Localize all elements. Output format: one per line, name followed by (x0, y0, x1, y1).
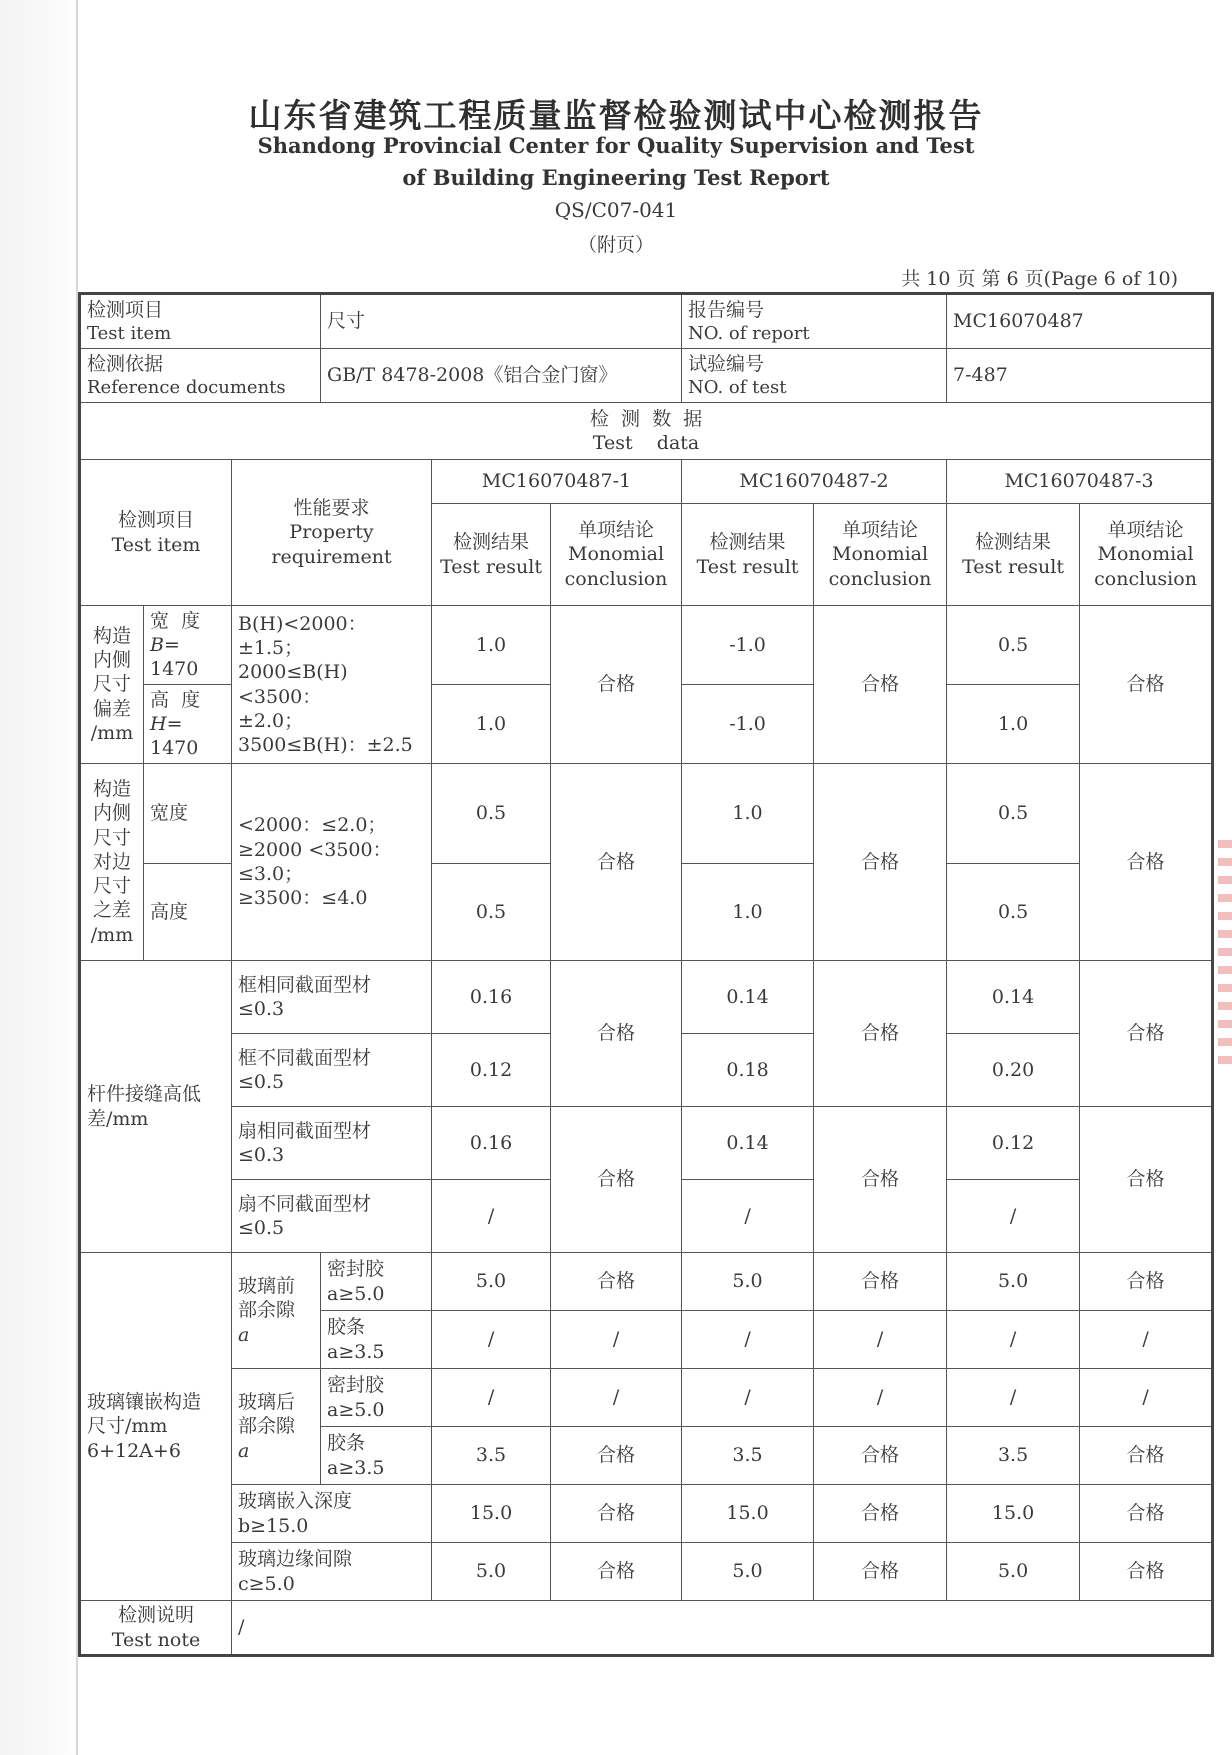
section-title-row (80, 403, 1213, 460)
group4-depth-requirement (232, 1485, 432, 1543)
group4-front-label-line: 部余隙 (238, 1299, 296, 1322)
section-title-cn: 检 测 数 据 (589, 407, 703, 430)
section-title (80, 403, 1213, 460)
col-header-conclusion-cn: 单项结论 (578, 519, 655, 542)
col-header-test-item (80, 460, 232, 606)
group4-strip-requirement (321, 1311, 432, 1369)
page-info: 共 10 页 第 6 页(Page 6 of 10) (901, 268, 1178, 290)
col-header-conclusion-en2: conclusion (828, 567, 932, 590)
group2-label-line: 尺寸 (92, 826, 131, 849)
group1-label-line: 偏差 (92, 697, 131, 720)
conclusion-cell: 合格 (551, 1107, 682, 1253)
col-header-conclusion-en1: Monomial (567, 543, 665, 566)
group4-strip-requirement (321, 1427, 432, 1485)
col-header-conclusion-en2: conclusion (564, 567, 668, 590)
col-header-requirement-en2: requirement (271, 545, 392, 568)
group4-front-label-line: 玻璃前 (238, 1275, 296, 1298)
col-header-result-cn: 检测结果 (453, 531, 530, 554)
result-cell: / (682, 1369, 814, 1427)
group3-requirement-line: 扇相同截面型材 (238, 1119, 372, 1142)
result-cell: 3.5 (432, 1427, 551, 1485)
conclusion-cell: 合格 (1080, 961, 1213, 1107)
group2-label-line: 构造 (92, 777, 131, 800)
group3-requirement-line: 框相同截面型材 (238, 973, 372, 996)
report-no-label (682, 294, 947, 349)
group2-requirement (232, 764, 432, 961)
group2-requirement-line: ≥3500：≤4.0 (238, 887, 368, 910)
conclusion-cell: 合格 (1080, 1107, 1213, 1253)
report-no-label-en: NO. of report (688, 323, 810, 345)
group1-requirement-line: 2000≤B(H) <3500： (238, 661, 348, 708)
test-no-label-en: NO. of test (688, 377, 787, 399)
note-label (80, 1601, 232, 1656)
note-value: / (232, 1601, 1213, 1656)
group4-back-label-line: 部余隙 (238, 1415, 296, 1438)
col-header-result-en: Test result (962, 555, 1064, 578)
conclusion-cell: / (814, 1369, 947, 1427)
report-title-cn: 山东省建筑工程质量监督检验测试中心检测报告 (248, 96, 984, 135)
result-cell: 0.14 (682, 961, 814, 1034)
group2-label-line: 对边 (92, 850, 131, 873)
group1-requirement-line: 3500≤B(H)：±2.5 (238, 734, 413, 757)
result-cell: 0.5 (947, 864, 1080, 961)
group4-sealant-line: 密封胶 (327, 1374, 385, 1397)
group4-sealant-line: 密封胶 (327, 1258, 385, 1281)
result-cell: 0.16 (432, 961, 551, 1034)
test-no-label (682, 349, 947, 403)
group2-label-line: 内侧 (92, 802, 131, 825)
col-header-result (432, 504, 551, 606)
result-cell: 5.0 (947, 1543, 1080, 1601)
result-cell: 0.14 (947, 961, 1080, 1034)
table-row (80, 1369, 1213, 1427)
group3-label (80, 961, 232, 1253)
table-row (80, 606, 1213, 685)
result-cell: / (947, 1369, 1080, 1427)
group4-strip-line: a≥3.5 (327, 1340, 385, 1363)
conclusion-cell: 合格 (551, 764, 682, 961)
result-cell: 1.0 (682, 764, 814, 864)
group3-requirement-line: 扇不同截面型材 (238, 1192, 372, 1215)
group1-width-label-line: 1470 (150, 658, 199, 681)
group3-requirement-line: ≤0.3 (238, 1144, 285, 1166)
group1-requirement-line: ±2.0； (238, 709, 304, 732)
group1-height-label (144, 685, 232, 764)
group4-sealant-requirement (321, 1369, 432, 1427)
conclusion-cell: 合格 (814, 1427, 947, 1485)
conclusion-cell: 合格 (814, 1107, 947, 1253)
group1-label-line: 构造 (92, 624, 131, 647)
test-no-label-cn: 试验编号 (688, 352, 765, 375)
group4-strip-line: 胶条 (327, 1316, 366, 1339)
result-cell: 5.0 (947, 1253, 1080, 1311)
form-code: QS/C07-041 (554, 198, 678, 222)
group3-requirement-line: ≤0.5 (238, 1071, 285, 1093)
col-header-conclusion-cn: 单项结论 (1107, 519, 1184, 542)
group1-width-label-line: B= (150, 633, 180, 656)
group4-front-label-line: a (238, 1323, 250, 1346)
conclusion-cell: 合格 (1080, 1253, 1213, 1311)
group2-label (80, 764, 144, 961)
conclusion-cell: / (551, 1311, 682, 1369)
group3-label-line: 差/mm (87, 1107, 149, 1130)
table-row (80, 1485, 1213, 1543)
group4-sealant-requirement (321, 1253, 432, 1311)
group4-gap-requirement (232, 1543, 432, 1601)
result-cell: -1.0 (682, 606, 814, 685)
col-header-result-cn: 检测结果 (975, 531, 1052, 554)
conclusion-cell: / (1080, 1369, 1213, 1427)
group4-label (80, 1253, 232, 1601)
test-item-value: 尺寸 (321, 294, 682, 349)
group2-label-line: 尺寸 (92, 875, 131, 898)
conclusion-cell: 合格 (1080, 1427, 1213, 1485)
sample-header: MC16070487-3 (947, 460, 1213, 504)
group1-requirement-line: B(H)<2000：±1.5； (238, 612, 367, 659)
info-row-reference (80, 349, 1213, 403)
col-header-conclusion (1080, 504, 1213, 606)
group1-height-label-line: 高 度 (150, 688, 201, 711)
header-row-samples (80, 460, 1213, 504)
table-row (80, 961, 1213, 1034)
group4-back-label-line: a (238, 1439, 250, 1462)
result-cell: 1.0 (432, 606, 551, 685)
col-header-test-item-cn: 检测项目 (117, 509, 194, 532)
test-item-label-cn: 检测项目 (87, 298, 164, 321)
test-item-label (80, 294, 321, 349)
seal-stamp-edge (1218, 840, 1232, 1070)
result-cell: 0.20 (947, 1034, 1080, 1107)
group2-label-line: /mm (90, 923, 134, 946)
reference-label-en: Reference documents (87, 377, 286, 399)
table-row (80, 1253, 1213, 1311)
table-row (80, 1543, 1213, 1601)
group4-front-label (232, 1253, 321, 1369)
result-cell: 15.0 (432, 1485, 551, 1543)
report-no-value: MC16070487 (947, 294, 1213, 349)
col-header-result (947, 504, 1080, 606)
group1-label-line: 内侧 (92, 649, 131, 672)
result-cell: 1.0 (947, 685, 1080, 764)
conclusion-cell: 合格 (814, 1485, 947, 1543)
table-row (80, 1107, 1213, 1180)
result-cell: / (432, 1180, 551, 1253)
conclusion-cell: 合格 (814, 961, 947, 1107)
reference-label (80, 349, 321, 403)
group1-width-label-line: 宽 度 (150, 609, 201, 632)
conclusion-cell: 合格 (551, 1543, 682, 1601)
col-header-result (682, 504, 814, 606)
test-report-table (78, 292, 1214, 1657)
result-cell: 15.0 (947, 1485, 1080, 1543)
conclusion-cell: 合格 (1080, 764, 1213, 961)
col-header-conclusion-en1: Monomial (1097, 543, 1194, 566)
col-header-conclusion-en2: conclusion (1094, 567, 1197, 590)
group1-height-label-line: 1470 (150, 737, 199, 760)
result-cell: / (947, 1311, 1080, 1369)
conclusion-cell: 合格 (1080, 1543, 1213, 1601)
conclusion-cell: / (1080, 1311, 1213, 1369)
group4-depth-line: b≥15.0 (238, 1514, 309, 1537)
result-cell: 1.0 (682, 864, 814, 961)
group1-height-label-line: H= (150, 712, 183, 735)
result-cell: 0.5 (432, 764, 551, 864)
note-row (80, 1601, 1213, 1656)
group4-gap-line: c≥5.0 (238, 1572, 295, 1595)
group4-sealant-line: a≥5.0 (327, 1282, 385, 1305)
conclusion-cell: 合格 (814, 1543, 947, 1601)
conclusion-cell: 合格 (551, 1253, 682, 1311)
note-label-cn: 检测说明 (117, 1604, 194, 1627)
col-header-requirement-cn: 性能要求 (293, 497, 370, 520)
group1-label-line: 尺寸 (92, 673, 131, 696)
group4-back-label (232, 1369, 321, 1485)
result-cell: 3.5 (682, 1427, 814, 1485)
group2-label-line: 之差 (92, 899, 131, 922)
group3-requirement-line: 框不同截面型材 (238, 1046, 372, 1069)
conclusion-cell: 合格 (1080, 606, 1213, 764)
group1-width-label (144, 606, 232, 685)
result-cell: 0.5 (947, 764, 1080, 864)
group2-requirement-line: ≥2000 <3500： (238, 838, 392, 861)
col-header-result-en: Test result (696, 555, 799, 578)
group1-label-line: /mm (90, 721, 134, 744)
report-title-en-line2: of Building Engineering Test Report (402, 165, 830, 190)
group1-label (80, 606, 144, 764)
test-item-label-en: Test item (87, 323, 172, 345)
conclusion-cell: 合格 (814, 606, 947, 764)
group3-requirement (232, 1107, 432, 1180)
col-header-conclusion-cn: 单项结论 (842, 519, 919, 542)
col-header-result-en: Test result (440, 555, 542, 578)
col-header-conclusion (551, 504, 682, 606)
conclusion-cell: 合格 (551, 961, 682, 1107)
note-label-en: Test note (111, 1628, 201, 1651)
result-cell: 3.5 (947, 1427, 1080, 1485)
group4-strip-line: 胶条 (327, 1432, 366, 1455)
sample-header: MC16070487-2 (682, 460, 947, 504)
col-header-result-cn: 检测结果 (709, 531, 786, 554)
col-header-test-item-en: Test item (111, 533, 201, 556)
group4-gap-line: 玻璃边缘间隙 (238, 1548, 353, 1571)
paper-shadow-edge (0, 0, 78, 1755)
result-cell: 1.0 (432, 685, 551, 764)
conclusion-cell: / (551, 1369, 682, 1427)
result-cell: / (682, 1311, 814, 1369)
result-cell: 0.5 (947, 606, 1080, 685)
appendix-label: （附页） (577, 234, 654, 256)
group4-label-line: 玻璃镶嵌构造 (87, 1391, 202, 1414)
result-cell: / (682, 1180, 814, 1253)
group3-requirement-line: ≤0.5 (238, 1217, 285, 1239)
result-cell: 5.0 (682, 1543, 814, 1601)
report-no-label-cn: 报告编号 (688, 298, 765, 321)
table-row (80, 764, 1213, 864)
group2-requirement-line: ≤3.0； (238, 863, 304, 885)
result-cell: / (947, 1180, 1080, 1253)
group4-label-line: 6+12A+6 (87, 1439, 181, 1462)
result-cell: 0.16 (432, 1107, 551, 1180)
result-cell: 0.18 (682, 1034, 814, 1107)
group2-requirement-line: <2000：≤2.0； (238, 814, 387, 837)
result-cell: -1.0 (682, 685, 814, 764)
result-cell: / (432, 1369, 551, 1427)
result-cell: 0.14 (682, 1107, 814, 1180)
result-cell: / (432, 1311, 551, 1369)
col-header-conclusion-en1: Monomial (832, 543, 929, 566)
group3-requirement (232, 1180, 432, 1253)
group4-strip-line: a≥3.5 (327, 1456, 385, 1479)
group3-requirement (232, 961, 432, 1034)
group2-width-label: 宽度 (144, 764, 232, 864)
col-header-requirement (232, 460, 432, 606)
group4-label-line: 尺寸/mm (87, 1415, 168, 1438)
result-cell: 5.0 (432, 1253, 551, 1311)
result-cell: 0.5 (432, 864, 551, 961)
section-title-en: Test data (592, 432, 700, 454)
group3-requirement (232, 1034, 432, 1107)
conclusion-cell: 合格 (1080, 1485, 1213, 1543)
reference-value: GB/T 8478-2008《铝合金门窗》 (321, 349, 682, 403)
conclusion-cell: 合格 (551, 606, 682, 764)
group4-depth-line: 玻璃嵌入深度 (238, 1490, 353, 1513)
col-header-conclusion (814, 504, 947, 606)
group4-back-label-line: 玻璃后 (238, 1391, 296, 1414)
reference-label-cn: 检测依据 (87, 352, 164, 375)
group3-label-line: 杆件接缝高低 (87, 1083, 202, 1106)
result-cell: 0.12 (432, 1034, 551, 1107)
group3-requirement-line: ≤0.3 (238, 998, 285, 1020)
report-title-en-line1: Shandong Provincial Center for Quality Supervision and Test (257, 133, 975, 158)
conclusion-cell: 合格 (814, 1253, 947, 1311)
result-cell: 5.0 (432, 1543, 551, 1601)
sample-header: MC16070487-1 (432, 460, 682, 504)
group2-height-label: 高度 (144, 864, 232, 961)
conclusion-cell: 合格 (551, 1427, 682, 1485)
test-no-value: 7-487 (947, 349, 1213, 403)
result-cell: 5.0 (682, 1253, 814, 1311)
result-cell: 0.12 (947, 1107, 1080, 1180)
result-cell: 15.0 (682, 1485, 814, 1543)
conclusion-cell: 合格 (814, 764, 947, 961)
conclusion-cell: 合格 (551, 1485, 682, 1543)
group1-requirement (232, 606, 432, 764)
col-header-requirement-en1: Property (289, 521, 374, 544)
group4-sealant-line: a≥5.0 (327, 1398, 385, 1421)
conclusion-cell: / (814, 1311, 947, 1369)
info-row-test-item (80, 294, 1213, 349)
